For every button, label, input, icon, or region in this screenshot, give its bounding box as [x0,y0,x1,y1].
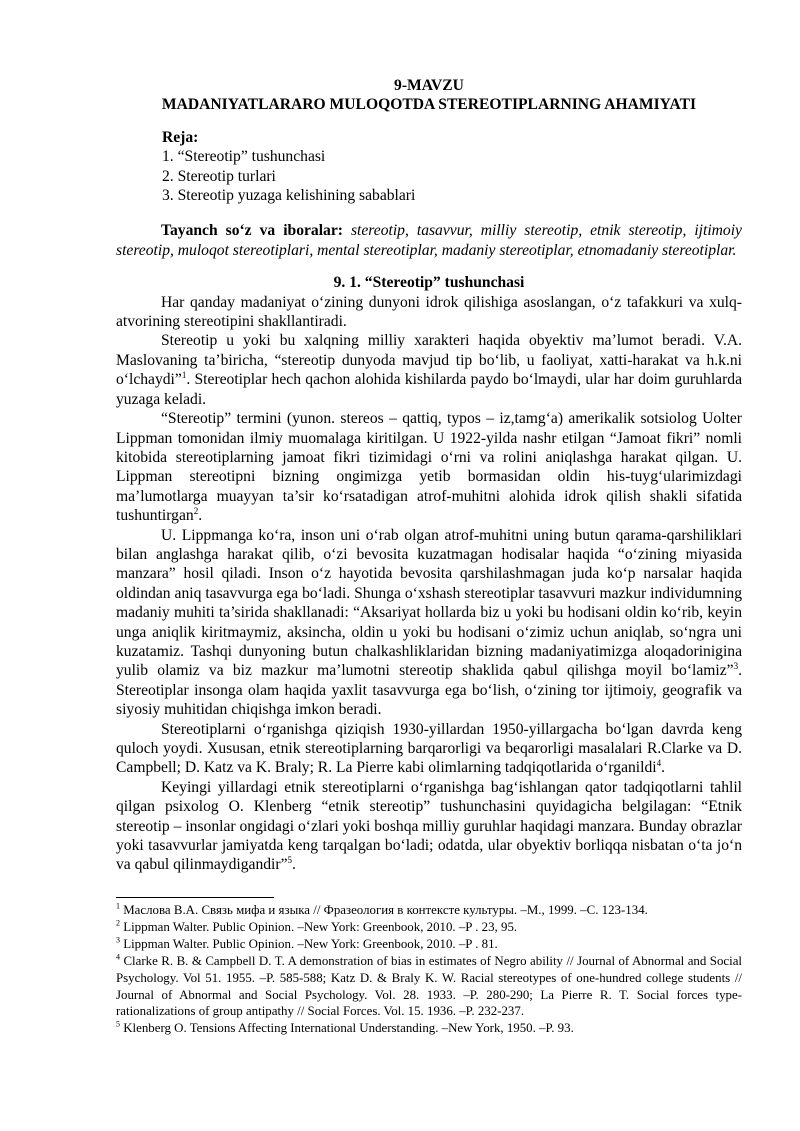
footnote [116,902,742,919]
body-paragraph [116,526,742,720]
keywords-paragraph [116,221,742,260]
body-paragraph [116,720,742,778]
footnote-number: 3 [116,935,120,945]
paragraph-text: Har qanday madaniyat o‘zining dunyoni idrok qilishiga asoslangan, o‘z tafakkuri va xulq-atvorining stereotipini shakllantiradi. [116,293,742,331]
section-heading: 9. 1. “Stereotip” tushunchasi [333,274,525,292]
plan-item: 3. Stereotip yuzaga kelishining sabablari [162,187,416,205]
body-paragraph [116,409,742,525]
footnote-ref[interactable]: 1 [181,370,187,381]
footnote-number: 5 [116,1020,120,1030]
footnote-number: 1 [116,901,120,911]
paragraph-text: Stereotip u yoki bu xalqning milliy xarakteri haqida obyektiv ma’lumot beradi. V.A. Maslovaning ta’biricha, “stereotip dunyoda mavjud tip bo‘lib, u faoliyat, xatti-harakat va h.k.ni o‘lchaydi” [116,332,742,389]
footnote-ref[interactable]: 2 [193,505,199,516]
footnote-text: Clarke R. B. & Campbell D. T. A demonstration of bias in estimates of Negro ability // Journal of Abnormal and Social Psychology. Vol 51. 1955. –P. 585-588; Katz D. & Braly K. W. Racial stereotypes of one-hundred college students // Journal of Abnormal and Social Psychology. Vol. 28. 1933. –P. 280-290; La Pierre R. T. Social forces type-rationalizations of group antipathy // Social Forces. Vol. 15. 1936. –P. 232-237. [116,953,742,1019]
footnote [116,1020,742,1037]
plan-block [162,128,742,206]
footnote-separator [116,897,274,898]
document-page [116,76,742,875]
footnote-number: 4 [116,952,120,962]
footnote-number: 2 [116,918,120,928]
body-paragraph [116,778,742,875]
paragraph-text-cont: . [198,507,203,525]
body-paragraph [116,293,742,332]
footnote [116,936,742,953]
footnote-text: Klenberg O. Tensions Affecting International Understanding. –New York, 1950. –P. 93. [120,1021,574,1036]
footnote [116,953,742,1021]
footnote-text: Маслова В.А. Связь мифа и языка // Фразеология в контексте культуры. –М., 1999. –С. 123-134. [120,903,648,917]
paragraph-text-cont: . [292,856,296,874]
topic-number: 9-MAVZU [394,77,464,94]
keywords-label: Tayanch so‘z va iboralar: [161,222,343,240]
plan-item: 2. Stereotip turlari [162,167,276,185]
footnote-ref[interactable]: 5 [287,855,292,866]
paragraph-text: “Stereotip” termini (yunon. stereos – qattiq, typos – iz,tamg‘a) amerikalik sotsiolog Uolter Lippman tomonidan ilmiy muomalaga kiritilgan. U 1922-yilda nashr etilgan “Jamoat fikri” nomli kitobida stereotiplarning jamoat fikri tizimidagi o‘rni va rolini aniqlashga harakat qilgan. U. Lippman stereotipni bizning ongimizga yetib bormasidan oldin his-tuyg‘ularimizdagi ma’lumotlarga muayyan ta’sir ko‘rsatadigan atrof-muhitni alohida idrok qilish shakli sifatida tushuntirgan [116,410,742,525]
paragraph-text: Stereotiplarni o‘rganishga qiziqish 1930-yillardan 1950-yillargacha bo‘lgan davrda keng quloch yoydi. Xususan, etnik stereotiplarning barqarorligi va beqarorligi masalalari R.Clarke va D. Campbell; D. Katz va K. Braly; R. La Pierre kabi olimlarning tadqiqotlarida o‘rganildi [116,720,742,777]
paragraph-text-cont: . Stereotiplar hech qachon alohida kishilarda paydo bo‘lmaydi, ular har doim guruhlarda yuzaga keladi. [116,371,742,408]
body-paragraph [116,331,742,409]
paragraph-text-cont: . [661,759,666,777]
footnote-ref[interactable]: 4 [656,758,662,769]
keywords-text: stereotip, tasavvur, milliy stereotip, etnik stereotip, ijtimoiy stereotip, muloqot stereotiplari, mental stereotiplar, madaniy stereotiplar, etnomadaniy stereotiplar. [116,222,742,259]
plan-title: Reja: [162,128,199,146]
paragraph-text-cont: . Stereotiplar insonga olam haqida yaxlit tasavvurga ega bo‘lish, o‘zining tor ijtimoiy, geografik va siyosiy muhitidan chiqishga imkon beradi. [116,662,742,719]
footnote [116,919,742,936]
topic-title: MADANIYATLARARO MULOQOTDA STEREOTIPLARNING AHAMIYATI [161,96,697,114]
footnote-ref[interactable]: 3 [733,661,739,672]
plan-item: 1. “Stereotip” tushunchasi [162,148,326,166]
paragraph-text: U. Lippmanga ko‘ra, inson uni o‘rab olgan atrof-muhitni uning butun qarama-qarshiliklari bilan anglashga harakat qilib, o‘zi bevosita kuzatmagan hodisalar haqida “o‘zining miyasida manzara” hosil qiladi. Inson o‘z hayotida bevosita qarshilashmagan juda ko‘p narsalar haqida oldindan aniq tasavvurga ega bo‘ladi. Shunga o‘xshash stereotiplar tasavvuri mazkur individumning madaniy muhiti ta’sirida shakllanadi: “Aksariyat hollarda biz u yoki bu hodisani oldin ko‘rib, keyin unga aniqlik kiritmaymiz, aksincha, oldin u yoki bu hodisani o‘zimiz uchun aniqlab, so‘ngra uni kuzatamiz. Tashqi dunyoning butun chalkashliklaridan bizning madaniyatimizga aloqadorinigina yulib olamiz va biz mazkur ma’lumotni stereotip shaklida qabul qilishga moyil bo‘lamiz” [116,526,742,680]
footnotes [116,902,742,1037]
footnote-text: Lippman Walter. Public Opinion. –New York: Greenbook, 2010. –P . 23, 95. [120,919,518,934]
paragraph-text: Keyingi yillardagi etnik stereotiplarni o‘rganishga bag‘ishlangan qator tadqiqotlarni tahlil qilgan psixolog O. Klenberg “etnik stereotip” tushunchasini quyidagicha belgilagan: “Etnik stereotip – insonlar ongidagi o‘zlari yoki boshqa milliy guruhlar haqidagi manzara. Bunday obrazlar yoki tasavvurlar jamiyatda keng tarqalgan bo‘ladi; odatda, ular obyektiv borliqqa nisbatan o‘ta jo‘n va qabul qilinmaydigandir” [116,778,742,874]
footnote-text: Lippman Walter. Public Opinion. –New York: Greenbook, 2010. –P . 81. [120,936,498,951]
